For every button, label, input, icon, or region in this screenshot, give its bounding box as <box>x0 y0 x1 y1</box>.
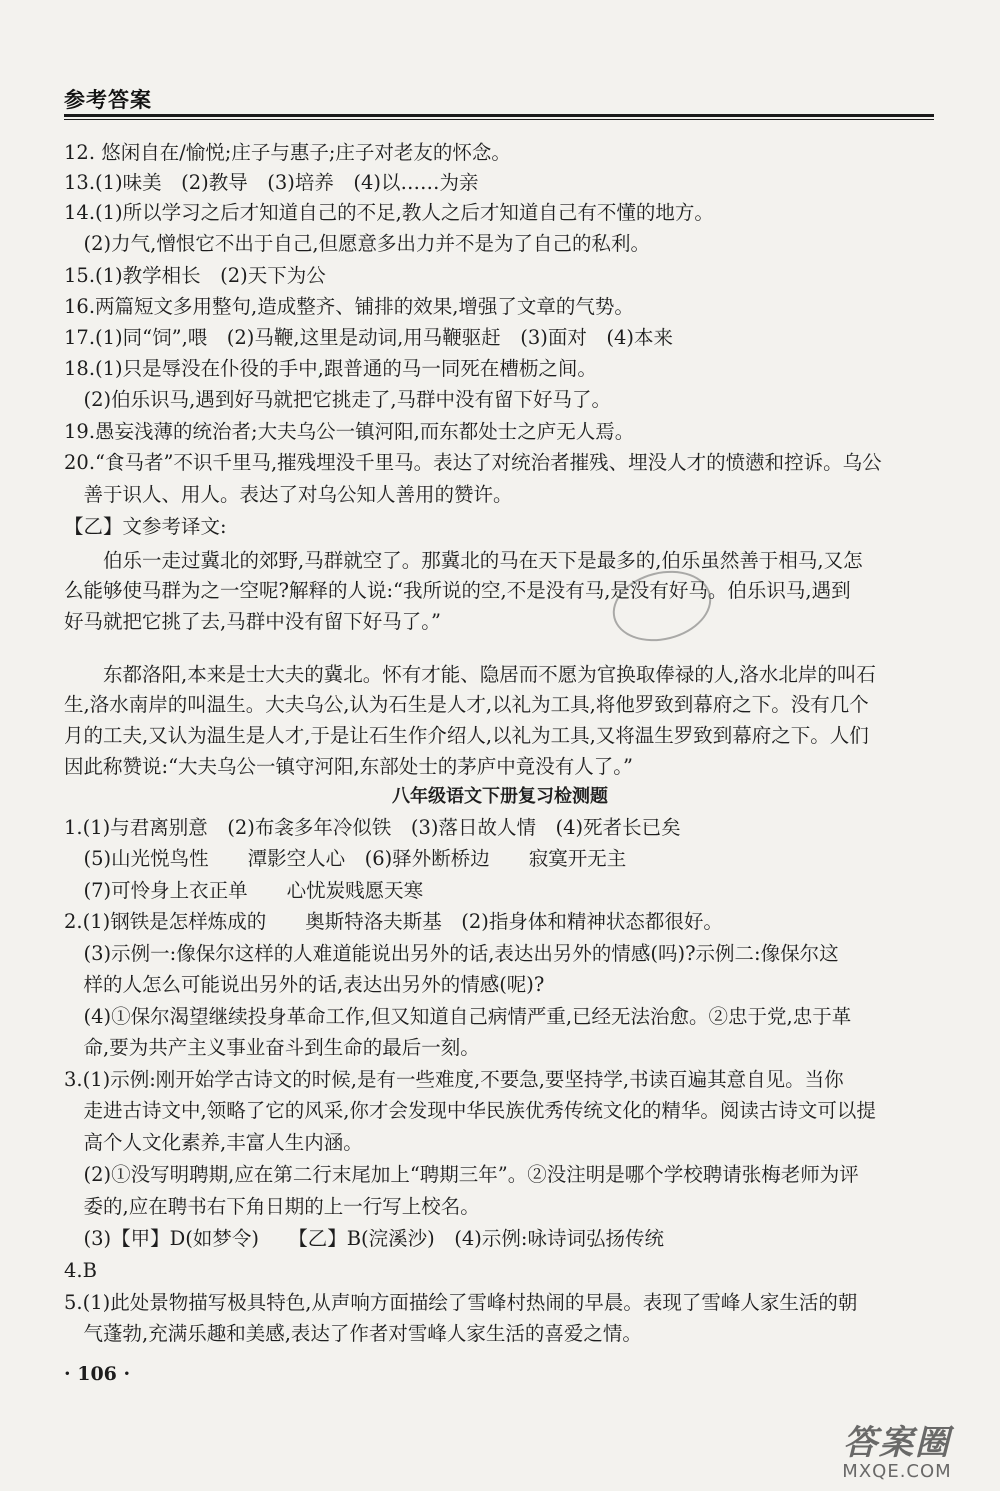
review-line: 4.B <box>64 1259 97 1282</box>
answer-line: (2)伯乐识马,遇到好马就把它挑走了,马群中没有留下好马了。 <box>64 388 612 411</box>
review-line: 高个人文化素养,丰富人生内涵。 <box>64 1131 363 1154</box>
answer-line: 13.(1)味美 (2)教导 (3)培养 (4)以……为亲 <box>64 171 479 194</box>
review-line: 走进古诗文中,领略了它的风采,你才会发现中华民族优秀传统文化的精华。阅读古诗文可以提 <box>64 1099 876 1122</box>
answer-line: 月的工夫,又认为温生是人才,于是让石生作介绍人,以礼为工具,又将温生罗致到幕府之下。人们 <box>64 724 869 747</box>
review-line: 1.(1)与君离别意 (2)布衾多年冷似铁 (3)落日故人情 (4)死者长已矣 <box>64 816 681 839</box>
answer-line: 么能够使马群为之一空呢?解释的人说:“我所说的空,不是没有马,是没有好马。伯乐识马,遇到 <box>64 579 851 602</box>
review-line: 2.(1)钢铁是怎样炼成的 奥斯特洛夫斯基 (2)指身体和精神状态都很好。 <box>64 910 723 933</box>
answer-line: 东都洛阳,本来是士大夫的冀北。怀有才能、隐居而不愿为官换取俸禄的人,洛水北岸的叫石 <box>64 663 876 686</box>
answer-line: 【乙】文参考译文: <box>64 515 227 538</box>
header-title: 参考答案 <box>64 88 152 112</box>
answer-line: 12. 悠闲自在/愉悦;庄子与惠子;庄子对老友的怀念。 <box>64 141 511 164</box>
answer-line: 16.两篇短文多用整句,造成整齐、铺排的效果,增强了文章的气势。 <box>64 295 634 318</box>
circular-stamp <box>605 561 718 651</box>
answer-line: 14.(1)所以学习之后才知道自己的不足,教人之后才知道自己有不懂的地方。 <box>64 201 714 224</box>
answer-line: 20.“食马者”不识千里马,摧残埋没千里马。表达了对统治者摧残、埋没人才的愤懑和控诉。乌公 <box>64 451 882 474</box>
review-line: 命,要为共产主义事业奋斗到生命的最后一刻。 <box>64 1036 480 1059</box>
review-line: (3)示例一:像保尔这样的人难道能说出另外的话,表达出另外的情感(吗)?示例二:像保尔这 <box>64 942 839 965</box>
review-line: (4)①保尔渴望继续投身革命工作,但又知道自己病情严重,已经无法治愈。②忠于党,忠于革 <box>64 1005 852 1028</box>
review-line: 委的,应在聘书右下角日期的上一行写上校名。 <box>64 1195 480 1218</box>
logo-main-text: 答案圈 <box>843 1423 951 1463</box>
answer-line: 18.(1)只是辱没在仆役的手中,跟普通的马一同死在槽枥之间。 <box>64 357 597 380</box>
answer-line: 善于识人、用人。表达了对乌公知人善用的赞许。 <box>64 483 513 506</box>
header-rule-thin <box>64 119 934 120</box>
review-line: (7)可怜身上衣正单 心忧炭贱愿天寒 <box>64 879 424 902</box>
review-line: (2)①没写明聘期,应在第二行末尾加上“聘期三年”。②没注明是哪个学校聘请张梅老师为评 <box>64 1163 859 1186</box>
answer-line: (2)力气,憎恨它不出于自己,但愿意多出力并不是为了自己的私利。 <box>64 232 651 255</box>
review-line: (5)山光悦鸟性 潭影空人心 (6)驿外断桥边 寂寞开无主 <box>64 847 627 870</box>
answer-line: 15.(1)教学相长 (2)天下为公 <box>64 264 326 287</box>
answer-line: 17.(1)同“饲”,喂 (2)马鞭,这里是动词,用马鞭驱赶 (3)面对 (4)本来 <box>64 326 674 349</box>
review-line: 气蓬勃,充满乐趣和美感,表达了作者对雪峰人家生活的喜爱之情。 <box>64 1322 642 1345</box>
answer-line: 好马就把它挑了去,马群中没有留下好马了。” <box>64 610 441 633</box>
page-number: · 106 · <box>64 1363 131 1385</box>
review-line: (3)【甲】D(如梦令) 【乙】B(浣溪沙) (4)示例:咏诗词弘扬传统 <box>64 1227 664 1250</box>
logo-sub-text: MXQE.COM <box>842 1461 952 1482</box>
answer-line: 19.愚妄浅薄的统治者;大夫乌公一镇河阳,而东都处士之庐无人焉。 <box>64 420 635 443</box>
answer-line: 伯乐一走过冀北的郊野,马群就空了。那冀北的马在天下是最多的,伯乐虽然善于相马,又怎 <box>64 549 863 572</box>
header-rule <box>64 114 934 117</box>
site-logo <box>804 1424 990 1484</box>
answer-line: 生,洛水南岸的叫温生。大夫乌公,认为石生是人才,以礼为工具,将他罗致到幕府之下。没有几个 <box>64 693 869 716</box>
answer-line: 因此称赞说:“大夫乌公一镇守河阳,东部处士的茅庐中竟没有人了。” <box>64 755 633 778</box>
review-line: 3.(1)示例:刚开始学古诗文的时候,是有一些难度,不要急,要坚持学,书读百遍其意自见。当你 <box>64 1068 844 1091</box>
section-title: 八年级语文下册复习检测题 <box>392 786 608 807</box>
review-line: 样的人怎么可能说出另外的话,表达出另外的情感(呢)? <box>64 973 545 996</box>
review-line: 5.(1)此处景物描写极具特色,从声响方面描绘了雪峰村热闹的早晨。表现了雪峰人家生活的朝 <box>64 1291 858 1314</box>
